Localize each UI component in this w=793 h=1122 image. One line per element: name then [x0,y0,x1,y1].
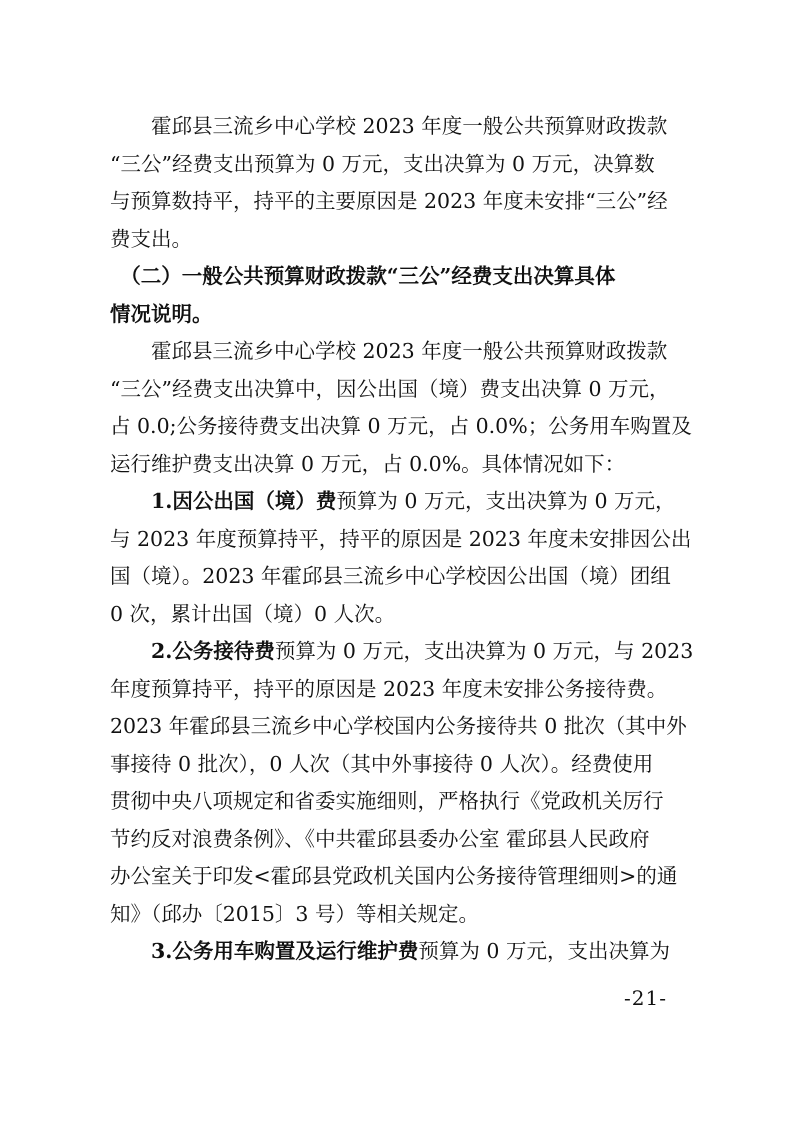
item-text: 预算为 0 万元，支出决算为 0 万元， [336,489,676,513]
text-line: 霍邱县三流乡中心学校 2023 年度一般公共预算财政拨款 [110,114,668,138]
text-line: 事接待 0 批次），0 人次（其中外事接待 0 人次）。经费使用 [110,751,654,776]
item-first-line [110,933,685,971]
text-line: 运行维护费支出决算 0 万元，占 0.0%。具体情况如下： [110,451,626,476]
paragraph-budget-summary [110,108,685,258]
paragraph-expenditure-breakdown [110,333,692,483]
text-line: 贯彻中央八项规定和省委实施细则，严格执行《党政机关厉行 [110,789,664,813]
text-line: 0 次，累计出国（境）0 人次。 [110,601,396,626]
text-line: “三公”经费支出决算中，因公出国（境）费支出决算 0 万元， [110,376,670,401]
item-1-overseas-travel [110,483,692,633]
page-number: -21- [624,986,667,1010]
item-title: 3.公务用车购置及运行维护费 [110,939,419,963]
heading-line: 情况说明。 [110,301,213,326]
item-2-official-reception [110,633,694,933]
text-line: 费支出。 [110,226,192,251]
text-line: 占 0.0;公务接待费支出决算 0 万元，占 0.0%；公务用车购置及 [110,414,692,438]
text-line: 与预算数持平，持平的主要原因是 2023 年度未安排“三公”经 [110,189,668,213]
text-line: 知》（邱办〔2015〕3 号）等相关规定。 [110,901,479,926]
item-title: 1.因公出国（境）费 [110,489,337,513]
item-first-line [110,483,685,521]
text-line: 办公室关于印发<霍邱县党政机关国内公务接待管理细则>的通 [110,864,678,888]
text-line: 与 2023 年度预算持平，持平的原因是 2023 年度未安排因公出 [110,526,692,551]
text-line: 年度预算持平，持平的原因是 2023 年度未安排公务接待费。 [110,676,668,701]
text-line: “三公”经费支出预算为 0 万元，支出决算为 0 万元，决算数 [110,151,655,176]
item-first-line [110,633,694,671]
text-line: 2023 年霍邱县三流乡中心学校国内公务接待共 0 批次（其中外 [110,714,687,738]
heading-line: （二）一般公共预算财政拨款“三公”经费支出决算具体 [110,264,616,288]
text-line: 国（境）。2023 年霍邱县三流乡中心学校因公出国（境）团组 [110,564,671,588]
item-title: 2.公务接待费 [110,639,275,663]
text-line: 霍邱县三流乡中心学校 2023 年度一般公共预算财政拨款 [110,339,668,363]
item-text: 预算为 0 万元，支出决算为 0 万元，与 2023 [274,639,694,663]
item-3-official-vehicles [110,933,685,971]
item-text: 预算为 0 万元，支出决算为 [418,939,670,963]
text-line: 节约反对浪费条例》、《中共霍邱县委办公室 霍邱县人民政府 [110,826,650,851]
section-heading-2 [110,258,685,333]
